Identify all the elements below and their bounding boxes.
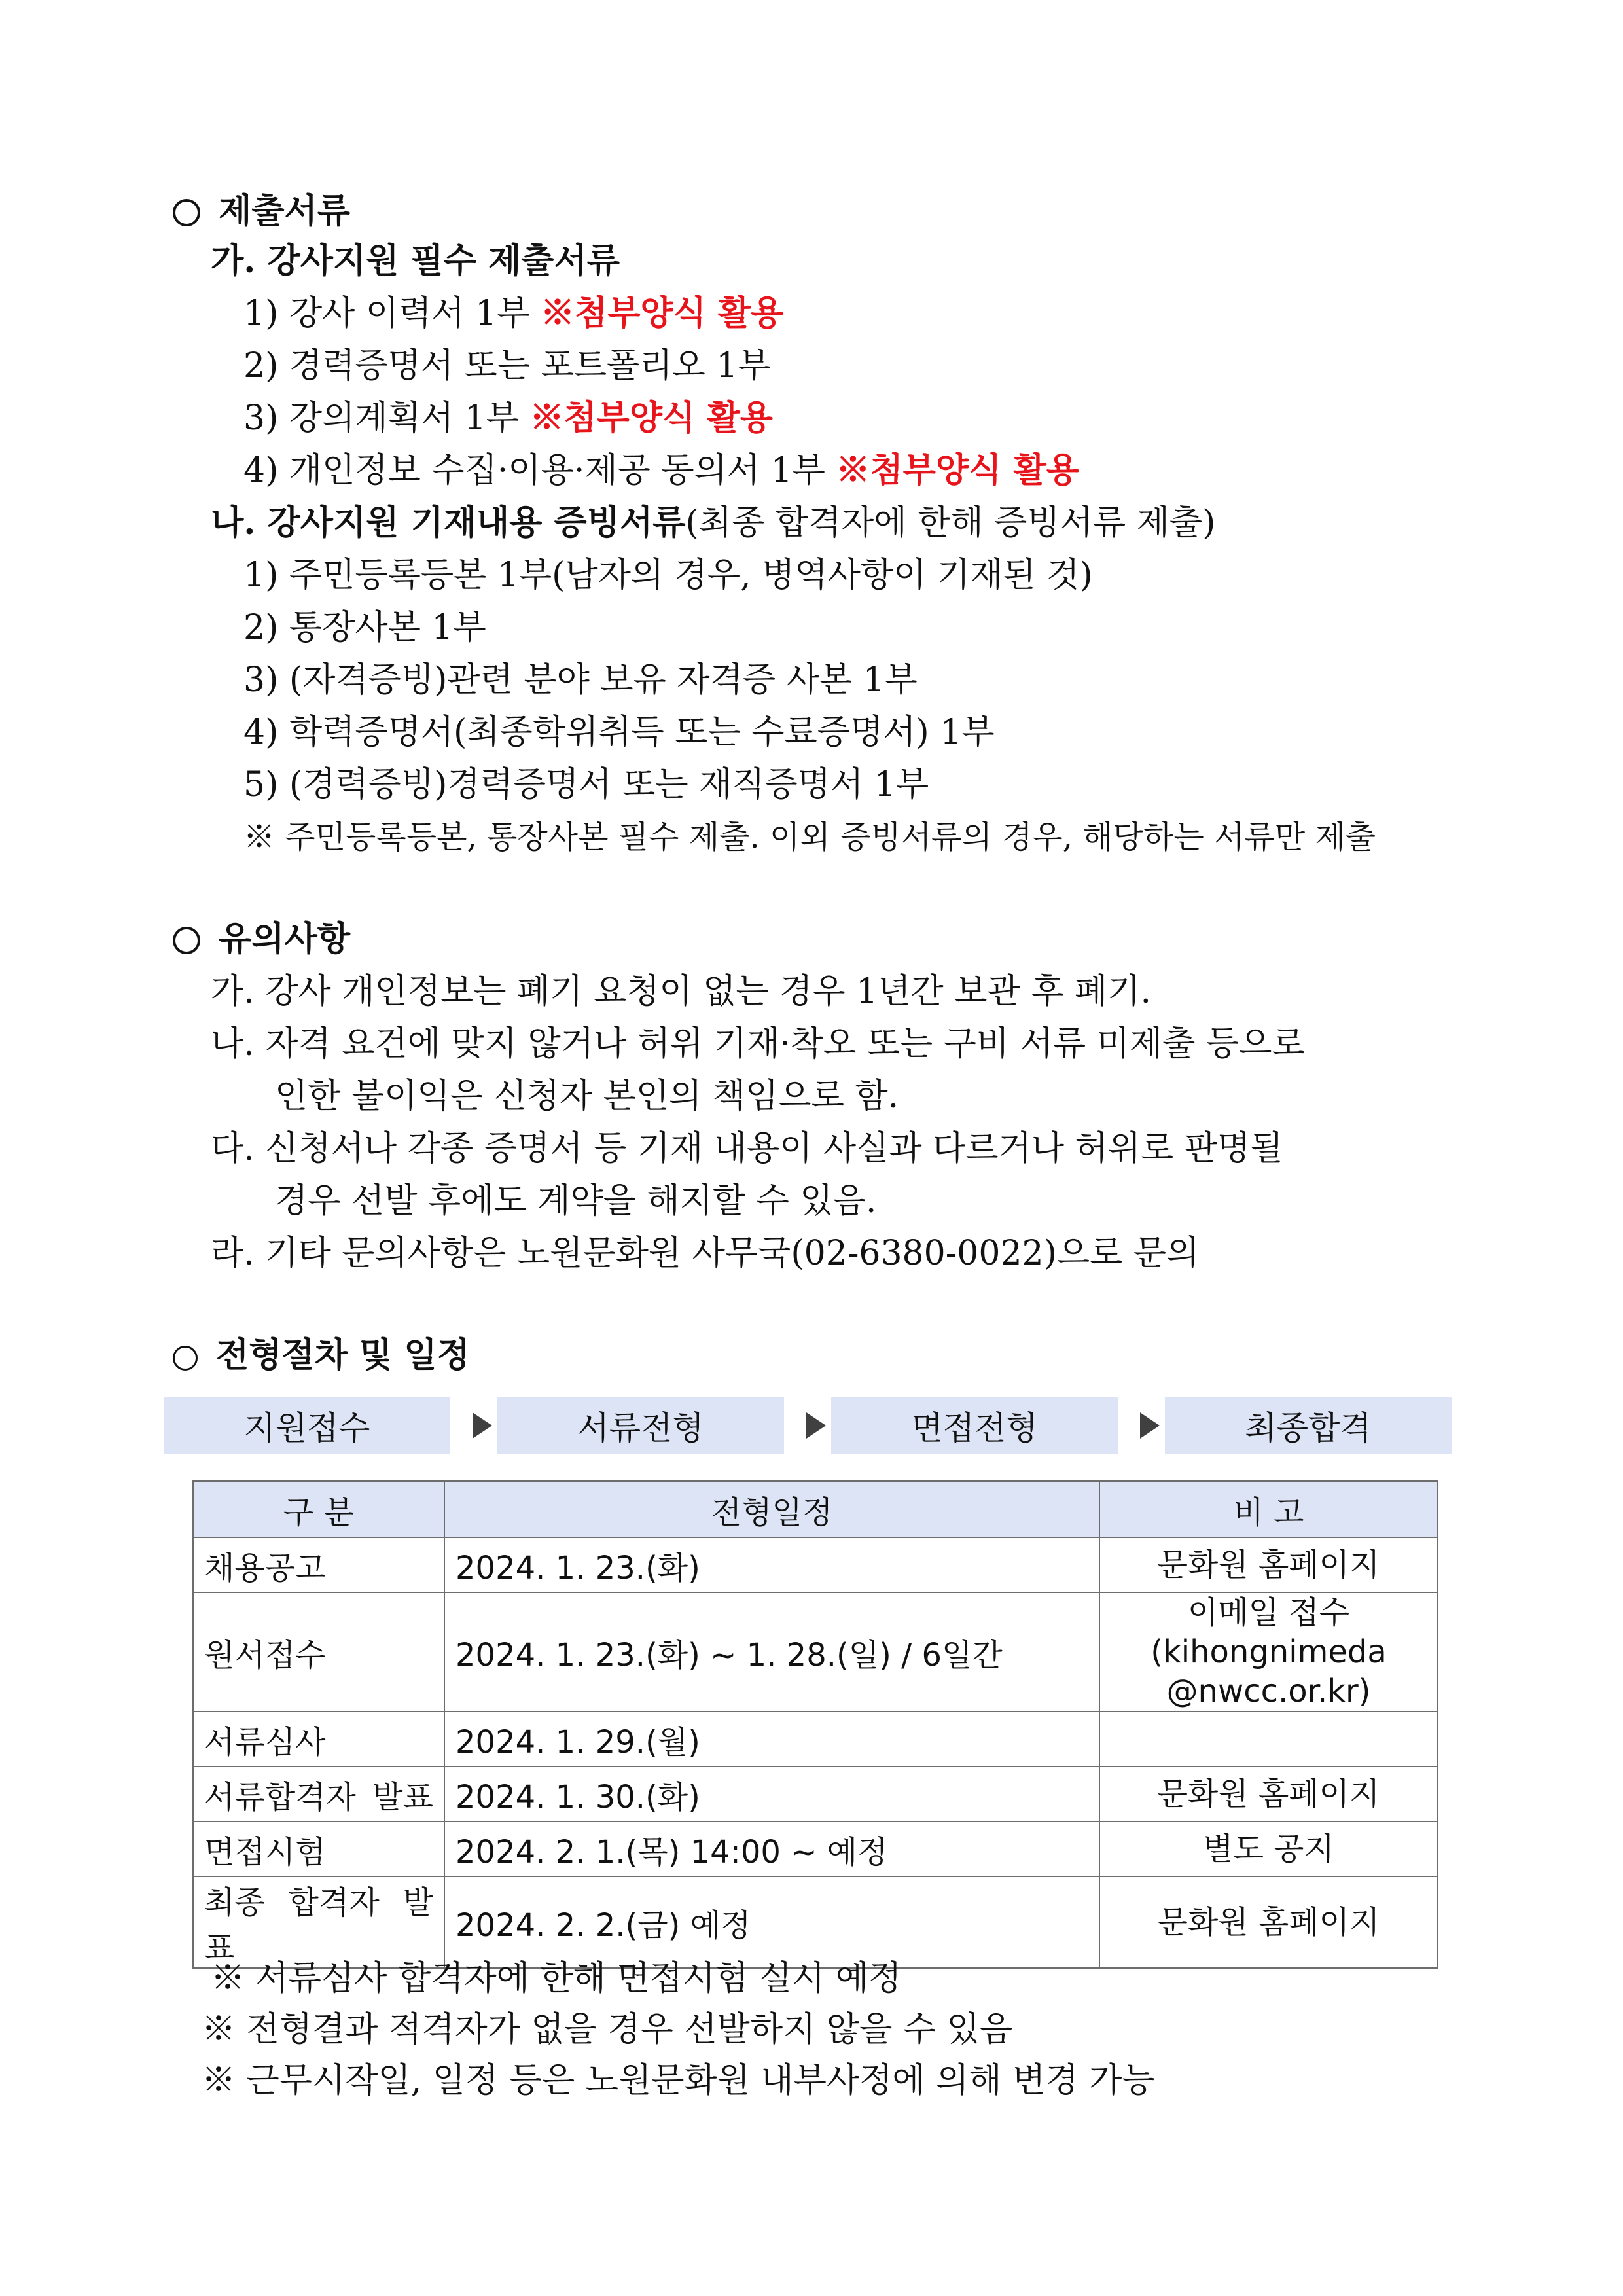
attachment-note: ※첨부양식 활용 [529, 398, 773, 438]
note-cell: 문화원 홈페이지 [1099, 1876, 1438, 1968]
table-row [193, 1821, 1438, 1876]
schedule-table [192, 1480, 1438, 1969]
required-item: 2) 경력증명서 또는 포트폴리오 1부 [243, 346, 771, 386]
notice-item-continued: 인한 불이익은 신청자 본인의 책임으로 함. [275, 1077, 899, 1116]
column-header: 전형일정 [444, 1481, 1099, 1537]
table-row [193, 1712, 1438, 1767]
date-cell: 2024. 1. 30.(화) [444, 1767, 1099, 1821]
circle-bullet-icon [173, 927, 200, 954]
stage-cell: 서류합격자 발표 [193, 1767, 444, 1821]
proof-item: 4) 학력증명서(최종학위취득 또는 수료증명서) 1부 [243, 713, 995, 752]
required-docs-title: 가. 강사지원 필수 제출서류 [211, 241, 620, 281]
email-text: @nwcc.or.kr) [1166, 1673, 1371, 1710]
date-cell: 2024. 1. 23.(화) [444, 1537, 1099, 1592]
proof-item: 1) 주민등록등본 1부(남자의 경우, 병역사항이 기재된 것) [243, 556, 1093, 595]
table-header-row [193, 1481, 1438, 1537]
note-cell [1099, 1712, 1438, 1767]
arrow-right-icon [473, 1412, 492, 1439]
date-cell: 2024. 2. 1.(목) 14:00 ~ 예정 [444, 1821, 1099, 1876]
arrow-right-icon [806, 1412, 826, 1439]
required-item: 1) 강사 이력서 1부 ※첨부양식 활용 [243, 293, 784, 333]
section-heading-notices: 유의사항 [173, 916, 350, 962]
proof-note: ※ 주민등록등본, 통장사본 필수 제출. 이외 증빙서류의 경우, 해당하는 서류만 제출 [243, 819, 1376, 855]
proof-item: 5) (경력증빙)경력증명서 또는 재직증명서 1부 [243, 765, 929, 804]
table-row [193, 1537, 1438, 1592]
notice-item-continued: 경우 선발 후에도 계약을 해지할 수 있음. [275, 1181, 877, 1221]
circle-bullet-icon [173, 1346, 198, 1371]
stage-cell: 최종 합격자 발표 [193, 1876, 444, 1968]
flow-step: 최종합격 [1165, 1397, 1452, 1454]
note-cell: 문화원 홈페이지 [1099, 1537, 1438, 1592]
proof-item: 2) 통장사본 1부 [243, 608, 486, 647]
note-cell: 별도 공지 [1099, 1821, 1438, 1876]
column-header: 구 분 [193, 1481, 444, 1537]
schedule-footnote: ※ 근무시작일, 일정 등은 노원문화원 내부사정에 의해 변경 가능 [202, 2061, 1155, 2100]
notice-item: 가. 강사 개인정보는 폐기 요청이 없는 경우 1년간 보관 후 폐기. [211, 972, 1152, 1011]
required-item: 4) 개인정보 수집·이용·제공 동의서 1부 ※첨부양식 활용 [243, 450, 1079, 490]
date-cell: 2024. 2. 2.(금) 예정 [444, 1876, 1099, 1968]
flow-step: 서류전형 [497, 1397, 784, 1454]
section-heading-schedule: 전형절차 및 일정 [173, 1333, 470, 1378]
date-cell: 2024. 1. 23.(화) ~ 1. 28.(일) / 6일간 [444, 1592, 1099, 1712]
table-row [193, 1876, 1438, 1968]
note-cell: 문화원 홈페이지 [1099, 1767, 1438, 1821]
email-text: (kihongnimeda [1150, 1634, 1387, 1670]
section-heading-documents: 제출서류 [173, 188, 350, 234]
flow-step: 지원접수 [164, 1397, 450, 1454]
stage-cell: 채용공고 [193, 1537, 444, 1592]
table-row [193, 1592, 1438, 1712]
schedule-footnote: ※ 전형결과 적격자가 없을 경우 선발하지 않을 수 있음 [202, 2010, 1013, 2049]
notice-item: 나. 자격 요건에 맞지 않거나 허위 기재·착오 또는 구비 서류 미제출 등으로 [211, 1024, 1305, 1064]
note-cell: 이메일 접수 (kihongnimeda @nwcc.or.kr) [1099, 1592, 1438, 1712]
date-cell: 2024. 1. 29.(월) [444, 1712, 1099, 1767]
arrow-right-icon [1140, 1412, 1160, 1439]
column-header: 비 고 [1099, 1481, 1438, 1537]
proof-docs-title: 나. 강사지원 기재내용 증빙서류(최종 합격자에 한해 증빙서류 제출) [211, 503, 1216, 543]
notice-item: 라. 기타 문의사항은 노원문화원 사무국(02-6380-0022)으로 문의 [211, 1234, 1200, 1273]
table-row [193, 1767, 1438, 1821]
attachment-note: ※첨부양식 활용 [836, 450, 1079, 490]
attachment-note: ※첨부양식 활용 [540, 293, 784, 333]
flow-step: 면접전형 [831, 1397, 1118, 1454]
stage-cell: 면접시험 [193, 1821, 444, 1876]
stage-cell: 서류심사 [193, 1712, 444, 1767]
proof-item: 3) (자격증빙)관련 분야 보유 자격증 사본 1부 [243, 660, 918, 700]
circle-bullet-icon [173, 199, 200, 226]
notice-item: 다. 신청서나 각종 증명서 등 기재 내용이 사실과 다르거나 허위로 판명될 [211, 1129, 1283, 1168]
stage-cell: 원서접수 [193, 1592, 444, 1712]
required-item: 3) 강의계획서 1부 ※첨부양식 활용 [243, 398, 773, 438]
schedule-footnote: ※ 서류심사 합격자에 한해 면접시험 실시 예정 [211, 1959, 902, 1998]
